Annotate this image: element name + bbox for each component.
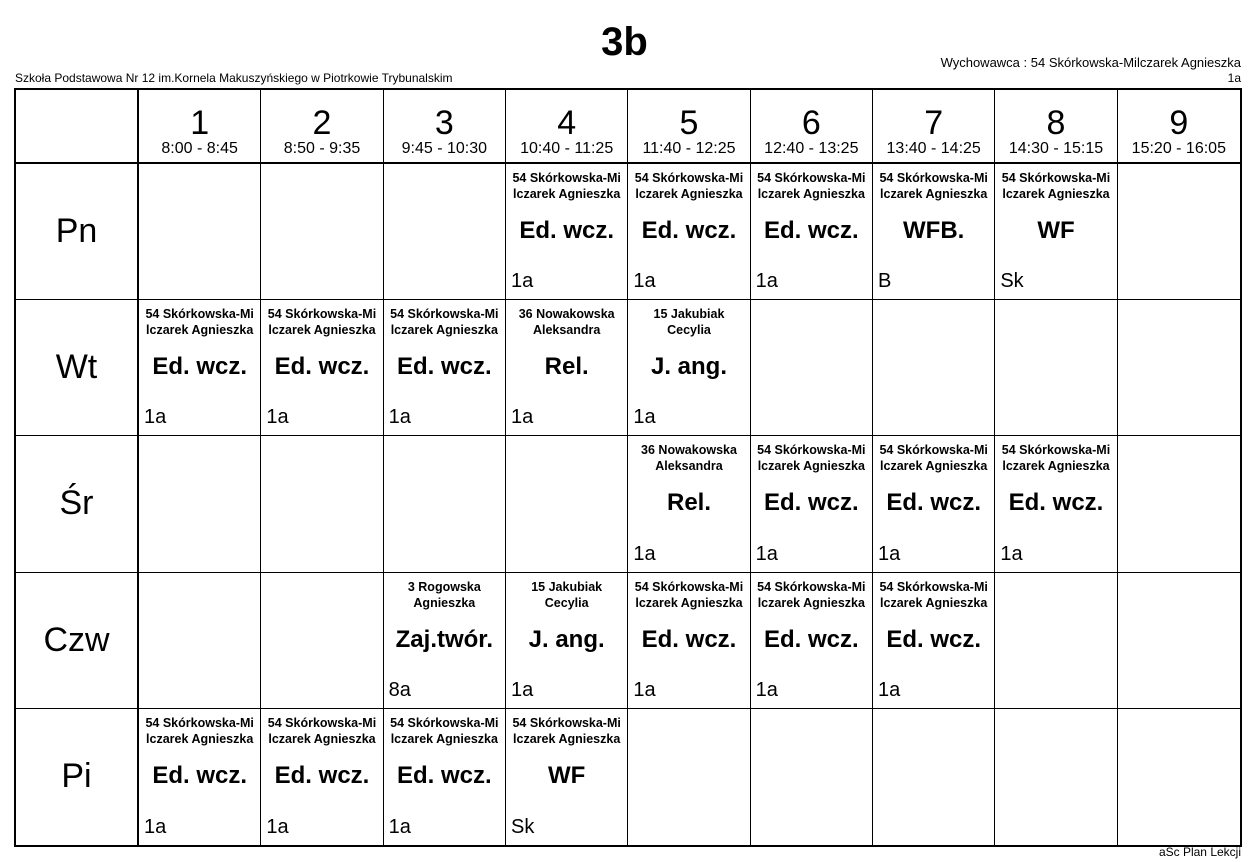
empty-cell [261,436,383,572]
teacher-line: 54 Skórkowska-Mi [145,307,254,322]
lesson-room: 1a [511,678,534,701]
lesson-cell [873,164,995,300]
teacher-line: 54 Skórkowska-Mi [512,171,621,185]
lesson-cell [628,573,750,709]
period-header [995,90,1117,164]
lesson-room: 1a [633,406,656,429]
lesson-room: 1a [144,406,167,429]
teacher-line: 15 Jakubiak [653,307,725,322]
teacher-line: 54 Skórkowska-Mi [757,171,866,185]
lesson-cell [751,436,873,572]
period-time: 15:20 - 16:05 [1131,140,1226,157]
teacher-line: lczarek Agnieszka [880,187,988,201]
lesson-teacher [506,170,627,202]
lesson-room: Sk [1000,270,1024,293]
lesson-teacher [628,170,749,202]
period-time: 11:40 - 12:25 [642,140,736,157]
lesson-cell [995,164,1117,300]
teacher-line: lczarek Agnieszka [635,187,743,201]
class-title: 3b [601,20,648,64]
lesson-teacher [628,306,749,338]
teacher-line: lczarek Agnieszka [513,187,621,201]
lesson-room: 1a [633,542,656,565]
teacher-line: lczarek Agnieszka [390,731,498,746]
empty-cell [751,709,873,845]
empty-cell [751,300,873,436]
period-header [1118,90,1240,164]
lesson-subject: Ed. wcz. [1008,489,1104,517]
teacher-line: Aleksandra [532,323,601,338]
lesson-subject: Rel. [544,353,589,381]
lesson-teacher [506,306,627,338]
period-number: 9 [1169,104,1189,142]
lesson-cell [384,300,506,436]
period-header [139,90,261,164]
empty-cell [995,573,1117,709]
lesson-room: 1a [388,406,411,429]
teacher-line: 54 Skórkowska-Mi [879,579,988,594]
lesson-subject: Ed. wcz. [641,217,737,244]
lesson-room: 1a [1000,542,1023,565]
period-time: 8:50 - 9:35 [283,140,361,157]
lesson-teacher [751,579,872,611]
lesson-cell [506,709,628,845]
lesson-teacher [506,579,627,611]
lesson-room: 1a [388,815,411,838]
lesson-cell [628,164,750,300]
teacher-line: lczarek Agnieszka [757,595,865,610]
period-number: 3 [434,104,454,142]
lesson-room: 1a [266,815,289,838]
lesson-teacher [139,306,260,338]
empty-cell [384,436,506,572]
period-number: 1 [190,104,210,142]
empty-cell [139,573,261,709]
lesson-subject: WF [548,761,586,789]
period-header [751,90,873,164]
homeroom-room: 1a [1227,71,1241,85]
lesson-room: 1a [633,270,656,293]
teacher-line: 54 Skórkowska-Mi [390,715,499,730]
lesson-subject: Ed. wcz. [274,353,370,381]
teacher-line: Aleksandra [655,459,723,474]
lesson-teacher [261,306,382,338]
teacher-line: 54 Skórkowska-Mi [267,307,377,322]
teacher-line: lczarek Agnieszka [880,595,988,610]
teacher-line: 54 Skórkowska-Mi [879,171,988,185]
lesson-room: 1a [755,542,778,565]
lesson-cell [139,300,261,436]
lesson-subject: Ed. wcz. [763,625,859,653]
lesson-teacher [628,579,749,611]
period-header [628,90,750,164]
teacher-line: lczarek Agnieszka [390,323,498,338]
day-label: Śr [16,436,139,572]
teacher-line: Cecylia [667,323,711,338]
lesson-teacher [384,715,505,747]
lesson-room: 1a [633,678,656,701]
lesson-subject: Ed. wcz. [152,761,247,789]
period-time: 14:30 - 15:15 [1008,140,1104,157]
empty-cell [1118,709,1240,845]
lesson-subject: Rel. [666,489,711,517]
teacher-line: Agnieszka [413,595,476,610]
day-label: Czw [16,573,139,709]
lesson-cell [506,573,628,709]
teacher-line: 54 Skórkowska-Mi [757,579,866,594]
teacher-line: Cecylia [544,595,589,610]
school-name: Szkoła Podstawowa Nr 12 im.Kornela Makuszyńskiego w Piotrkowie Trybunalskim [15,71,453,85]
lesson-subject: Zaj.twór. [395,625,493,653]
teacher-line: 54 Skórkowska-Mi [267,715,377,730]
lesson-room: 8a [388,678,411,701]
lesson-room: B [878,270,892,293]
lesson-teacher [751,442,872,474]
empty-cell [261,573,383,709]
teacher-line: lczarek Agnieszka [635,595,743,610]
teacher-line: lczarek Agnieszka [268,731,376,746]
lesson-room: 1a [755,678,778,701]
footer-credit: aSc Plan Lekcji [1158,845,1241,859]
lesson-cell [384,709,506,845]
teacher-line: 36 Nowakowska [518,307,615,322]
lesson-teacher [751,170,872,202]
lesson-teacher [873,442,994,474]
lesson-subject: J. ang. [528,625,605,653]
lesson-room: 1a [878,678,901,701]
day-label: Wt [16,300,139,436]
lesson-teacher [384,306,505,338]
lesson-teacher [384,579,505,611]
teacher-line: lczarek Agnieszka [757,187,865,201]
empty-cell [506,436,628,572]
period-time: 8:00 - 8:45 [161,140,238,157]
lesson-teacher [873,579,994,611]
lesson-subject: Ed. wcz. [396,761,492,789]
lesson-teacher [139,715,260,747]
empty-cell [1118,573,1240,709]
lesson-subject: Ed. wcz. [274,761,370,789]
period-number: 4 [557,104,577,142]
period-time: 13:40 - 14:25 [886,140,981,157]
empty-cell [873,300,995,436]
period-number: 8 [1046,104,1066,142]
lesson-teacher [261,715,382,747]
period-number: 2 [312,104,332,142]
teacher-line: 54 Skórkowska-Mi [757,443,866,458]
lesson-cell [628,436,750,572]
teacher-line: lczarek Agnieszka [757,459,865,474]
empty-cell [628,709,750,845]
lesson-subject: J. ang. [650,353,727,381]
lesson-room: 1a [511,406,534,429]
lesson-cell [873,573,995,709]
day-label: Pn [16,164,139,300]
lesson-room: 1a [878,542,901,565]
period-time: 9:45 - 10:30 [401,140,488,157]
empty-cell [139,436,261,572]
lesson-subject: Ed. wcz. [641,625,737,653]
teacher-line: lczarek Agnieszka [880,459,988,474]
lesson-subject: Ed. wcz. [152,353,247,381]
lesson-subject: Ed. wcz. [396,353,492,381]
timetable-grid [14,88,1242,847]
teacher-line: lczarek Agnieszka [1002,187,1110,201]
lesson-cell [995,436,1117,572]
lesson-cell [384,573,506,709]
period-header [506,90,628,164]
lesson-cell [506,300,628,436]
lesson-cell [261,709,383,845]
teacher-line: lczarek Agnieszka [1002,459,1110,474]
period-time: 12:40 - 13:25 [764,140,859,157]
lesson-teacher [873,170,994,202]
lesson-cell [873,436,995,572]
lesson-teacher [628,442,749,474]
lesson-cell [261,300,383,436]
lesson-cell [628,300,750,436]
homeroom-teacher: Wychowawca : 54 Skórkowska-Milczarek Agnieszka [940,55,1241,70]
teacher-line: 54 Skórkowska-Mi [512,715,621,730]
teacher-line: lczarek Agnieszka [146,731,254,746]
lesson-cell [751,164,873,300]
empty-cell [873,709,995,845]
period-time: 10:40 - 11:25 [520,140,614,157]
lesson-room: 1a [144,815,167,838]
teacher-line: 3 Rogowska [407,579,481,594]
lesson-subject: Ed. wcz. [763,489,859,517]
teacher-line: lczarek Agnieszka [513,731,621,746]
teacher-line: 54 Skórkowska-Mi [1001,171,1111,185]
lesson-subject: WFB. [903,217,965,244]
teacher-line: 15 Jakubiak [531,579,603,594]
lesson-room: 1a [266,406,289,429]
lesson-teacher [995,442,1116,474]
lesson-subject: Ed. wcz. [886,625,981,653]
lesson-subject: Ed. wcz. [519,217,614,244]
teacher-line: 54 Skórkowska-Mi [879,443,988,458]
empty-cell [1118,300,1240,436]
teacher-line: 54 Skórkowska-Mi [634,171,744,185]
teacher-line: 54 Skórkowska-Mi [634,579,744,594]
period-number: 6 [801,104,821,142]
lesson-subject: Ed. wcz. [886,489,981,517]
empty-cell [1118,436,1240,572]
lesson-cell [506,164,628,300]
empty-cell [1118,164,1240,300]
lesson-subject: WF [1037,217,1075,244]
lesson-cell [139,709,261,845]
empty-cell [384,164,506,300]
lesson-teacher [506,715,627,747]
period-header [261,90,383,164]
lesson-cell [751,573,873,709]
lesson-teacher [995,170,1116,202]
period-number: 5 [679,104,699,142]
empty-cell [995,709,1117,845]
teacher-line: 36 Nowakowska [641,443,737,458]
empty-cell [995,300,1117,436]
corner-cell [16,90,139,164]
empty-cell [139,164,261,300]
empty-cell [261,164,383,300]
lesson-room: Sk [511,815,535,838]
period-header [384,90,506,164]
teacher-line: 54 Skórkowska-Mi [145,715,254,730]
period-number: 7 [924,104,944,142]
period-header [873,90,995,164]
lesson-room: 1a [755,270,778,293]
lesson-subject: Ed. wcz. [763,217,859,244]
lesson-room: 1a [511,270,534,293]
teacher-line: lczarek Agnieszka [268,323,376,338]
teacher-line: 54 Skórkowska-Mi [390,307,499,322]
teacher-line: lczarek Agnieszka [146,323,254,338]
day-label: Pi [16,709,139,845]
teacher-line: 54 Skórkowska-Mi [1001,443,1111,458]
